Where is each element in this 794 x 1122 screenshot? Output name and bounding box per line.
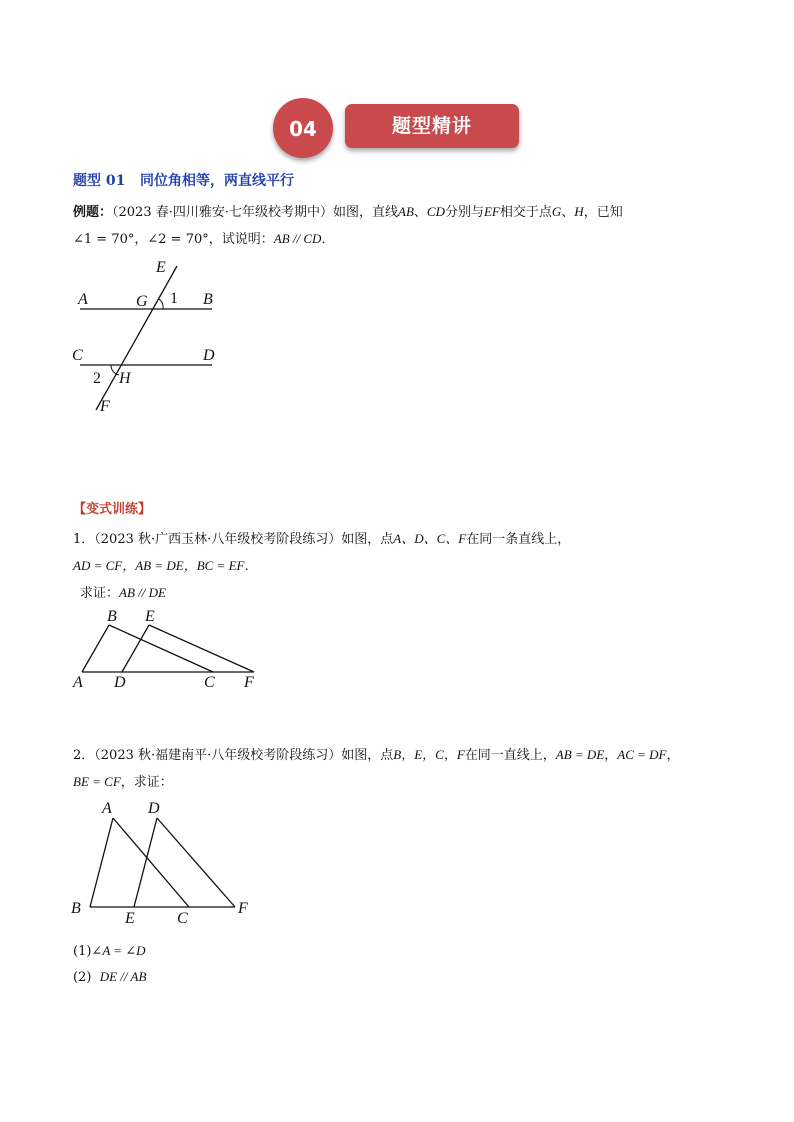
sep: 、 (413, 205, 427, 220)
part-1-statement: ∠A = ∠D (91, 943, 146, 958)
text: ，求证： (120, 775, 173, 790)
label-h: H (119, 370, 131, 387)
label-c: C (204, 674, 215, 691)
variant-heading: 【变式训练】 (73, 502, 152, 517)
given-be-cf: BE = CF (73, 774, 121, 789)
example-line-2 (73, 230, 334, 249)
problem-1-points: A、D、C、F (393, 531, 467, 546)
sep: ， (604, 748, 618, 763)
label-a: A (102, 800, 112, 817)
label-e: E (156, 259, 166, 276)
section-number: 04 (289, 117, 317, 141)
text: ， (666, 748, 680, 763)
prove-statement: AB // DE (119, 585, 166, 600)
figure-triangles-2 (65, 795, 265, 935)
var-ef: EF (483, 204, 500, 219)
problem-1-given: AD = CF，AB = DE，BC = EF． (73, 558, 258, 573)
figure-triangles-1 (70, 605, 270, 695)
problem-2-line-2 (73, 773, 173, 792)
problem-1-line-1 (73, 530, 570, 549)
part-label: (1) (73, 944, 92, 959)
problem-2-points: B，E，C，F (393, 747, 465, 762)
var-g: G (551, 204, 562, 219)
label-c: C (177, 910, 188, 927)
text: 在同一条直线上， (466, 532, 571, 547)
text: ． (321, 232, 335, 247)
segment-bc (109, 625, 213, 672)
problem-2-part-1 (73, 942, 146, 961)
given-ab-de: AB = DE (555, 747, 605, 762)
label-e: E (125, 910, 135, 927)
problem-2-line-1 (73, 746, 680, 765)
prove-label: 求证： (80, 586, 120, 601)
part-2-statement: DE // AB (99, 969, 147, 984)
problem-1-source: 1．（2023 秋·广西玉林·八年级校考阶段练习）如图，点 (73, 532, 394, 547)
example-line-1 (73, 203, 623, 222)
angle-1-arc (159, 299, 163, 309)
problem-2-part-2 (73, 968, 146, 987)
example-label: 例题： (73, 205, 113, 220)
var-h: H (574, 204, 584, 219)
example-source: （2023 春·四川雅安·七年级校考期中）如图，直线 (112, 205, 398, 220)
segment-de (134, 818, 157, 907)
label-d: D (148, 800, 160, 817)
figure-parallel-lines (60, 252, 240, 422)
label-angle-2: 2 (93, 370, 101, 387)
label-f: F (238, 900, 248, 917)
label-angle-1: 1 (170, 290, 178, 307)
label-d: D (114, 674, 126, 691)
label-f: F (244, 674, 254, 691)
sep: 、 (561, 205, 575, 220)
label-a: A (73, 674, 83, 691)
topic-label: 题型 01 (73, 173, 126, 189)
label-a: A (78, 291, 88, 308)
var-cd: CD (426, 204, 445, 219)
sep: ， (134, 232, 148, 247)
text: 相交于点 (499, 205, 552, 220)
topic-title: 同位角相等，两直线平行 (139, 173, 294, 189)
text: ，已知 (583, 205, 623, 220)
prove-statement: AB // CD (273, 231, 322, 246)
line-ef (96, 266, 177, 410)
label-f: F (100, 398, 110, 415)
problem-1-prove (80, 584, 166, 603)
segment-df (157, 818, 235, 907)
angle-1-given: ∠1 = 70° (73, 232, 135, 247)
label-b: B (71, 900, 81, 917)
topic-heading (73, 172, 294, 190)
segment-ab (82, 625, 109, 672)
text: ，试说明： (208, 232, 274, 247)
text: 分别与 (444, 205, 484, 220)
label-e: E (145, 608, 155, 625)
given-ac-df: AC = DF (617, 747, 667, 762)
label-b: B (203, 291, 213, 308)
angle-2-given: ∠2 = 70° (147, 232, 209, 247)
label-g: G (136, 293, 148, 310)
segment-ac (113, 818, 189, 907)
segment-ab (90, 818, 113, 907)
problem-2-source: 2．（2023 秋·福建南平·八年级校考阶段练习）如图，点 (73, 748, 394, 763)
section-title: 题型精讲 (391, 115, 472, 137)
label-b: B (107, 608, 117, 625)
label-c: C (72, 347, 83, 364)
part-label: (2) (73, 970, 92, 985)
label-d: D (203, 347, 215, 364)
text: 在同一直线上， (464, 748, 556, 763)
var-ab: AB (398, 204, 414, 219)
segment-ef (149, 625, 254, 672)
